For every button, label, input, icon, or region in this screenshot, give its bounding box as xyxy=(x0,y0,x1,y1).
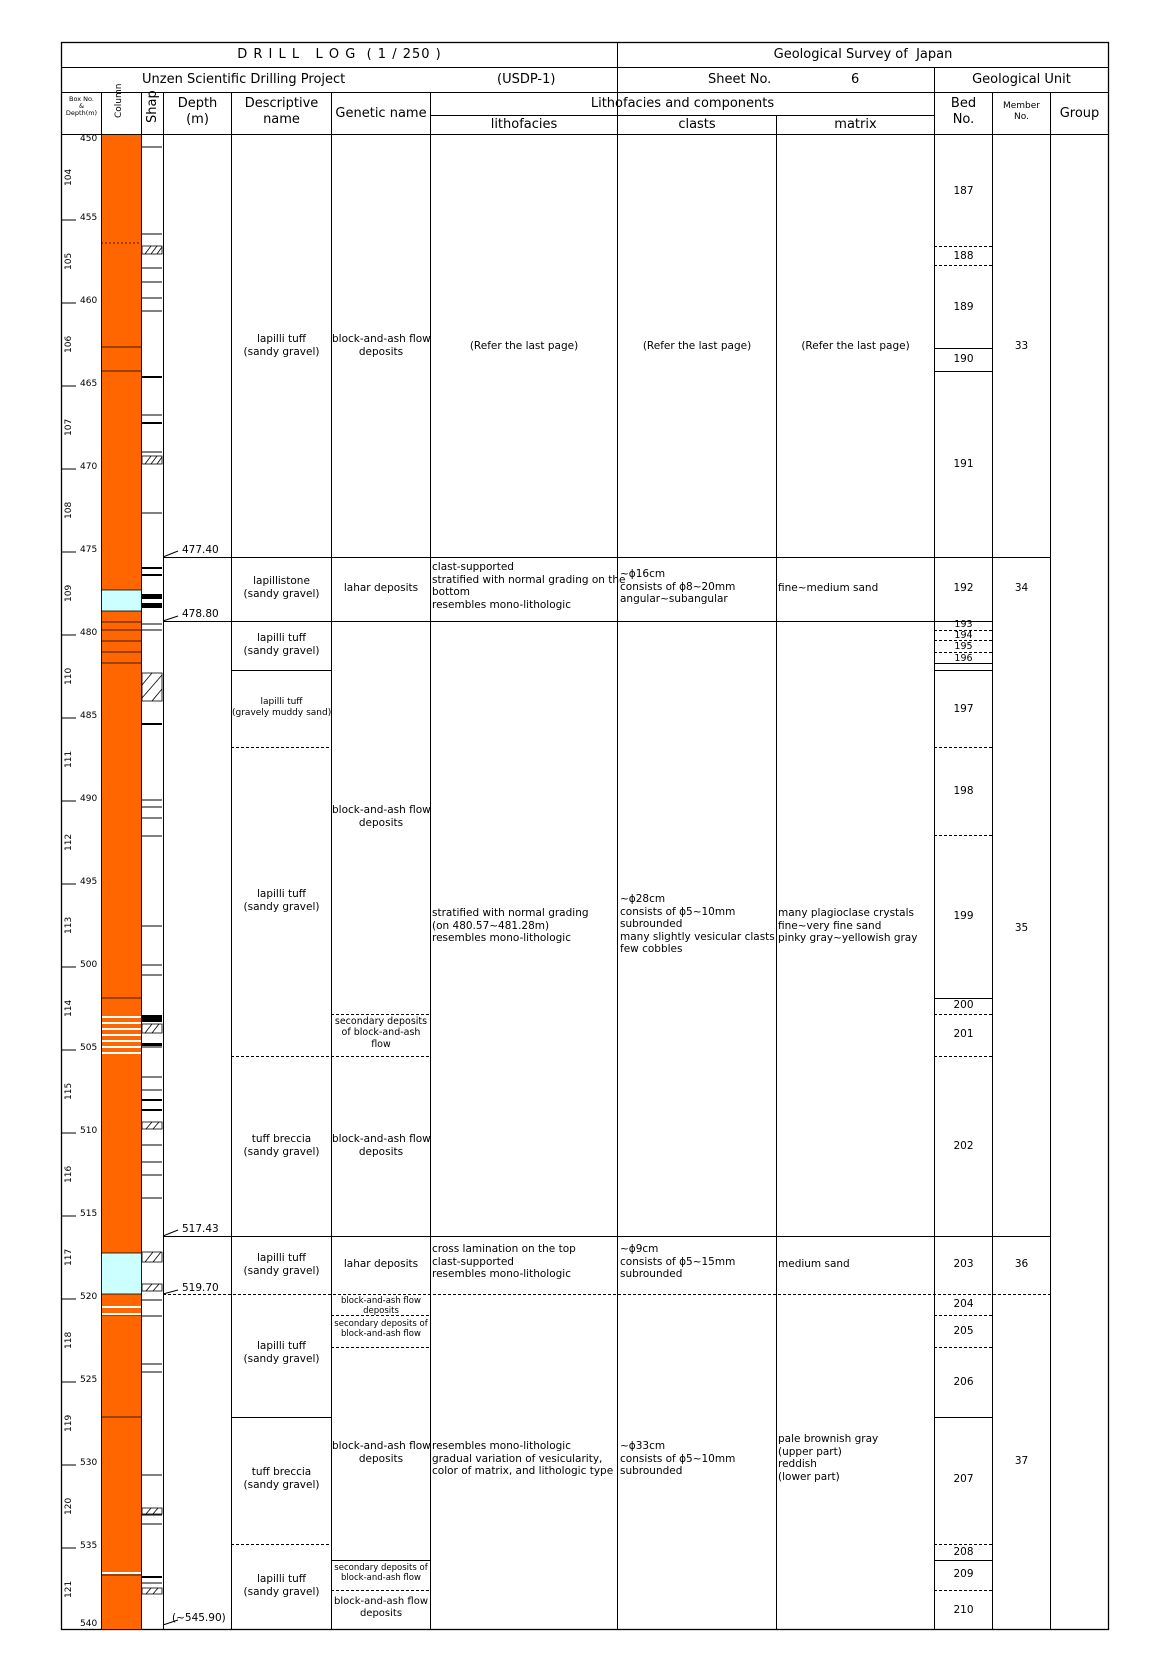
genetic-name: secondary deposits of block-and-ash flow xyxy=(334,1319,428,1340)
member-number: 37 xyxy=(1014,1455,1029,1467)
depth-tick: 490 xyxy=(80,794,98,804)
box-number: 118 xyxy=(64,1331,74,1349)
genetic-name: block-and-ash flow deposits xyxy=(332,1133,431,1158)
bed-number: 192 xyxy=(953,582,974,594)
genetic-name: secondary deposits of block-and-ash flow xyxy=(334,1563,428,1584)
sheet-number: 6 xyxy=(851,72,860,87)
depth-tick: 480 xyxy=(80,628,98,638)
descriptive-name: tuff breccia (sandy gravel) xyxy=(243,1466,320,1491)
depth-tick: 495 xyxy=(80,877,98,887)
box-number: 110 xyxy=(64,667,74,685)
bed-number: 197 xyxy=(953,703,974,715)
descriptive-name: lapilli tuff (sandy gravel) xyxy=(243,632,320,657)
box-number: 121 xyxy=(64,1580,74,1598)
genetic-name: block-and-ash flow deposits xyxy=(341,1296,421,1317)
box-number: 119 xyxy=(64,1414,74,1432)
lithofacies-text: (Refer the last page) xyxy=(469,340,579,352)
depth-tick: 525 xyxy=(80,1375,98,1385)
matrix-text: fine~medium sand xyxy=(778,582,879,594)
depth-tick: 530 xyxy=(80,1458,98,1468)
box-number: 117 xyxy=(64,1248,74,1266)
clasts-header: clasts xyxy=(678,117,716,132)
depth-tick: 450 xyxy=(80,134,98,144)
bed-number: 194 xyxy=(954,630,973,641)
depth-tick: 465 xyxy=(80,379,98,389)
depth-mark: 477.40 xyxy=(182,544,219,556)
depth-tick: 535 xyxy=(80,1541,98,1551)
bed-number-header: Bed No. xyxy=(950,96,977,127)
bed-number: 196 xyxy=(954,653,973,664)
genetic-name-header: Genetic name xyxy=(335,106,427,121)
genetic-name: block-and-ash flow deposits xyxy=(332,333,431,358)
member-number: 35 xyxy=(1014,922,1029,934)
box-number: 112 xyxy=(64,833,74,851)
depth-mark: 478.80 xyxy=(182,608,219,620)
depth-mark: (~545.90) xyxy=(172,1612,226,1624)
descriptive-name-header: Descriptive name xyxy=(244,96,319,127)
depth-tick: 485 xyxy=(80,711,98,721)
bed-number: 201 xyxy=(953,1028,974,1040)
member-number: 36 xyxy=(1014,1258,1029,1270)
descriptive-name: lapillistone (sandy gravel) xyxy=(243,575,320,600)
depth-tick: 540 xyxy=(80,1619,98,1629)
organization-name: Geological Survey of Japan xyxy=(773,47,953,62)
descriptive-name: lapilli tuff (sandy gravel) xyxy=(243,1573,320,1598)
box-number: 108 xyxy=(64,501,74,519)
depth-tick: 515 xyxy=(80,1209,98,1219)
log-title: D R I L L L O G ( 1 / 250 ) xyxy=(237,47,442,62)
clasts-text: (Refer the last page) xyxy=(642,340,752,352)
depth-tick: 475 xyxy=(80,545,98,555)
depth-tick: 520 xyxy=(80,1292,98,1302)
project-code: (USDP-1) xyxy=(497,72,556,87)
bed-number: 210 xyxy=(953,1604,974,1616)
clasts-text: ~ϕ33cm consists of ϕ5~10mm subrounded xyxy=(620,1440,736,1478)
depth-header: Depth (m) xyxy=(177,96,218,127)
bed-number: 199 xyxy=(953,910,974,922)
depth-tick: 455 xyxy=(80,213,98,223)
clasts-text: ~ϕ16cm consists of ϕ8~20mm angular~subangular xyxy=(620,568,736,606)
descriptive-name: lapilli tuff (gravely muddy sand) xyxy=(232,697,332,718)
box-number: 113 xyxy=(64,916,74,934)
member-number: 34 xyxy=(1014,582,1029,594)
matrix-text: medium sand xyxy=(778,1258,850,1270)
box-number: 107 xyxy=(64,418,74,436)
box-number: 106 xyxy=(64,335,74,353)
depth-tick: 510 xyxy=(80,1126,98,1136)
bed-number: 190 xyxy=(953,353,974,365)
descriptive-name: tuff breccia (sandy gravel) xyxy=(243,1133,320,1158)
genetic-name: lahar deposits xyxy=(343,582,419,594)
clasts-text: ~ϕ9cm consists of ϕ5~15mm subrounded xyxy=(620,1243,736,1281)
bed-number: 189 xyxy=(953,301,974,313)
genetic-name: block-and-ash flow deposits xyxy=(332,804,431,829)
bed-number: 205 xyxy=(953,1325,974,1337)
descriptive-name: lapilli tuff (sandy gravel) xyxy=(243,333,320,358)
lithofacies-text: cross lamination on the top clast-supported resembles mono-lithologic xyxy=(432,1243,576,1281)
sheet-label: Sheet No. xyxy=(708,72,772,87)
bed-number: 195 xyxy=(954,641,973,652)
bed-number: 188 xyxy=(953,250,974,262)
bed-number: 202 xyxy=(953,1140,974,1152)
depth-mark: 517.43 xyxy=(182,1223,219,1235)
genetic-name: block-and-ash flow deposits xyxy=(333,1596,428,1619)
lithofacies-text: resembles mono-lithologic gradual variation of vesicularity, color of matrix, and lithologic type xyxy=(432,1440,614,1478)
box-number: 114 xyxy=(64,999,74,1017)
genetic-name: lahar deposits xyxy=(343,1258,419,1270)
bed-number: 204 xyxy=(953,1298,974,1310)
bed-number: 208 xyxy=(953,1546,974,1558)
group-header: Group xyxy=(1059,106,1100,121)
box-number: 105 xyxy=(64,252,74,270)
project-name: Unzen Scientific Drilling Project xyxy=(142,72,346,87)
depth-mark: 519.70 xyxy=(182,1282,219,1294)
box-number: 109 xyxy=(64,584,74,602)
member-number: 33 xyxy=(1014,340,1029,352)
column-header: Column xyxy=(114,83,124,118)
matrix-text: many plagioclase crystals fine~very fine sand pinky gray~yellowish gray xyxy=(778,907,918,945)
box-number: 120 xyxy=(64,1497,74,1515)
descriptive-name: lapilli tuff (sandy gravel) xyxy=(243,888,320,913)
depth-tick: 470 xyxy=(80,462,98,472)
descriptive-name: lapilli tuff (sandy gravel) xyxy=(243,1252,320,1277)
matrix-text: (Refer the last page) xyxy=(801,340,910,352)
depth-tick: 505 xyxy=(80,1043,98,1053)
genetic-name: block-and-ash flow deposits xyxy=(332,1440,431,1465)
bed-number: 207 xyxy=(953,1473,974,1485)
lithofacies-text: clast-supported stratified with normal grading on the bottom resembles mono-lithologic xyxy=(432,561,626,611)
box-number: 104 xyxy=(64,168,74,186)
genetic-name: secondary deposits of block-and-ash flow xyxy=(334,1016,428,1050)
lithofacies-text: stratified with normal grading (on 480.57~481.28m) resembles mono-lithologic xyxy=(432,907,589,945)
bed-number: 198 xyxy=(953,785,974,797)
depth-tick: 500 xyxy=(80,960,98,970)
bed-number: 193 xyxy=(954,619,973,630)
box-depth-header: Box No. & Depth(m) xyxy=(65,95,98,118)
bed-number: 209 xyxy=(953,1568,974,1580)
box-number: 116 xyxy=(64,1165,74,1183)
shape-header: Shap xyxy=(145,90,160,123)
lithofacies-header: lithofacies xyxy=(490,117,558,132)
bed-number: 187 xyxy=(953,185,974,197)
bed-number: 203 xyxy=(953,1258,974,1270)
box-number: 115 xyxy=(64,1082,74,1100)
descriptive-name: lapilli tuff (sandy gravel) xyxy=(243,1340,320,1365)
depth-tick: 460 xyxy=(80,296,98,306)
member-number-header: Member No. xyxy=(1002,101,1041,122)
bed-number: 206 xyxy=(953,1376,974,1388)
bed-number: 191 xyxy=(953,458,974,470)
matrix-header: matrix xyxy=(834,117,877,132)
matrix-text: pale brownish gray (upper part) reddish (lower part) xyxy=(778,1433,879,1483)
bed-number: 200 xyxy=(953,999,974,1011)
lithofacies-group-header: Lithofacies and components xyxy=(590,96,775,111)
geological-unit-header: Geological Unit xyxy=(972,72,1071,87)
box-number: 111 xyxy=(64,750,74,768)
clasts-text: ~ϕ28cm consists of ϕ5~10mm subrounded many slightly vesicular clasts few cobbles xyxy=(620,893,775,956)
